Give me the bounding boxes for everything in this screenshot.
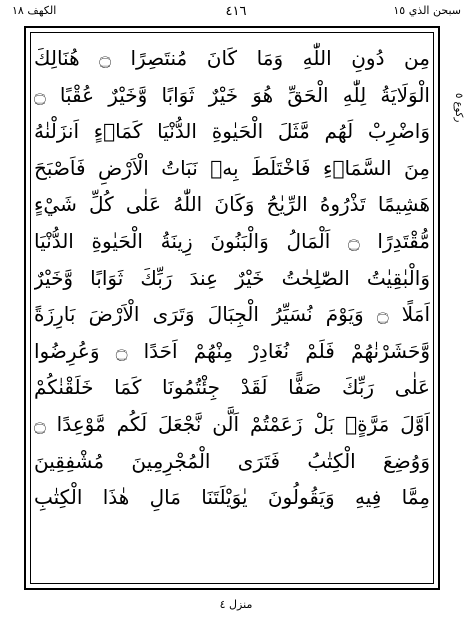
manzil-marker: منزل ٤ bbox=[219, 598, 253, 611]
text-line: مِنَ السَّمَاۤءِ فَاخْتَلَطَ بِهٖ نَبَاتُ الْاَرْضِ فَاَصْبَحَ bbox=[34, 155, 430, 180]
text-line: اَمَلًا ۝ وَيَوْمَ نُسَيِّرُ الْجِبَالَ وَتَرَى الْاَرْضَ بَارِزَةً bbox=[34, 302, 430, 327]
juz-name-header: سبحن الذي ١٥ bbox=[393, 4, 461, 17]
surah-name-header: الكهف ١٨ bbox=[12, 4, 57, 17]
text-line: مِن دُونِ اللّٰهِ وَمَا كَانَ مُنتَصِرًا ۝ هُنَالِكَ bbox=[34, 46, 430, 70]
text-line: هَشِيمًا تَذْرُوهُ الرِّيٰحُ وَكَانَ اللّٰهُ عَلٰى كُلِّ شَيْءٍ bbox=[34, 192, 430, 217]
text-line: عَلٰى رَبِّكَ صَفًّا لَقَدْ جِئْتُمُونَا كَمَا خَلَقْنٰكُمْ bbox=[34, 375, 430, 400]
text-line: وَالْبٰقِيٰتُ الصّٰلِحٰتُ خَيْرٌ عِندَ رَبِّكَ ثَوَابًا وَّخَيْرٌ bbox=[34, 265, 430, 290]
text-line: الْوَلَايَةُ لِلّٰهِ الْحَقِّ هُوَ خَيْرٌ ثَوَابًا وَّخَيْرٌ عُقْبًا ۝ bbox=[34, 82, 430, 107]
text-line: وَوُضِعَ الْكِتٰبُ فَتَرَى الْمُجْرِمِينَ مُشْفِقِينَ bbox=[34, 448, 430, 473]
text-line: وَّحَشَرْنٰهُمْ فَلَمْ نُغَادِرْ مِنْهُمْ اَحَدًا ۝ وَعُرِضُوا bbox=[34, 338, 430, 363]
page-number: ٤١٦ bbox=[225, 4, 247, 19]
text-line: مُّقْتَدِرًا ۝ اَلْمَالُ وَالْبَنُونَ زِينَةُ الْحَيٰوةِ الدُّنْيَا bbox=[34, 228, 430, 253]
text-line: وَاضْرِبْ لَهُم مَّثَلَ الْحَيٰوةِ الدُّنْيَا كَمَاۤءٍ اَنزَلْنٰهُ bbox=[34, 119, 430, 144]
text-line: اَوَّلَ مَرَّةٍۭ بَلْ زَعَمْتُمْ اَلَّن نَّجْعَلَ لَكُم مَّوْعِدًا ۝ bbox=[34, 411, 430, 436]
ruku-marker: ركوع ٥ bbox=[453, 93, 464, 123]
text-body bbox=[34, 40, 430, 516]
text-line: مِمَّا فِيهِ وَيَقُولُونَ يٰوَيْلَتَنَا مَالِ هٰذَا الْكِتٰبِ bbox=[34, 485, 430, 510]
